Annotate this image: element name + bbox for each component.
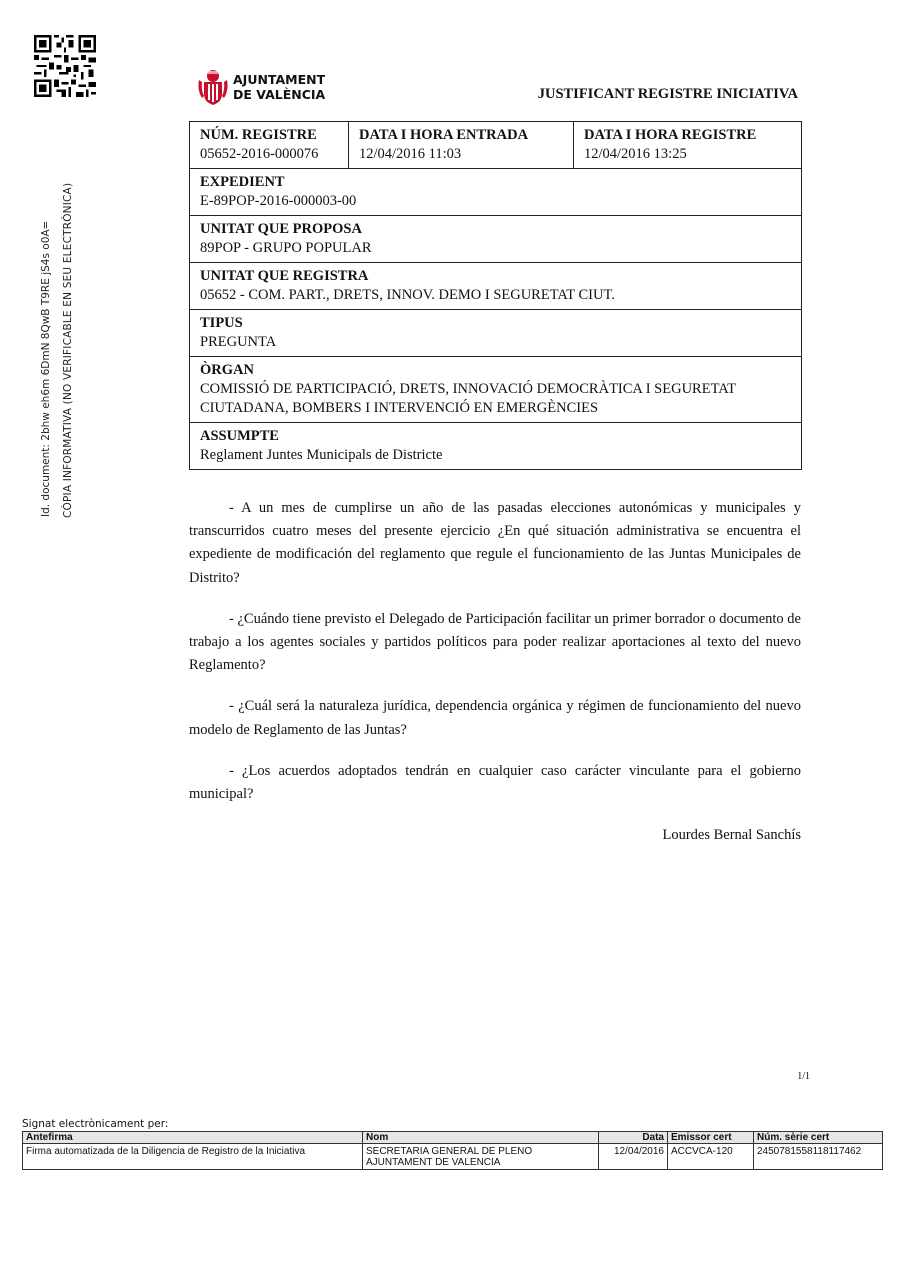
logo-line-1: AJUNTAMENT bbox=[233, 72, 326, 87]
ajuntament-logo bbox=[196, 68, 325, 106]
organ-value: COMISSIÓ DE PARTICIPACIÓ, DRETS, INNOVACIÓ DEMOCRÀTICA I SEGURETAT CIUTADANA, BOMBERS I INTERVENCIÓ EN EMERGÈNCIES bbox=[200, 381, 736, 416]
entry-date-label: DATA I HORA ENTRADA bbox=[359, 127, 529, 143]
page-number: 1/1 bbox=[797, 1071, 810, 1082]
unitat-registra-row bbox=[190, 262, 801, 309]
expedient-value: E-89POP-2016-000003-00 bbox=[200, 193, 357, 209]
assumpte-label: ASSUMPTE bbox=[200, 428, 279, 444]
num-registre-value: 05652-2016-000076 bbox=[200, 146, 319, 162]
unitat-registra-value: 05652 - COM. PART., DRETS, INNOV. DEMO I SEGURETAT CIUT. bbox=[200, 287, 615, 303]
unitat-proposa-row bbox=[190, 215, 801, 262]
nom-cell bbox=[363, 1144, 599, 1170]
tipus-row bbox=[190, 309, 801, 356]
city-crest-icon bbox=[196, 68, 230, 106]
unitat-proposa-label: UNITAT QUE PROPOSA bbox=[200, 221, 362, 237]
col-header-emissor: Emissor cert bbox=[668, 1132, 754, 1144]
signed-by-label: Signat electrònicament per: bbox=[22, 1118, 169, 1130]
expedient-row bbox=[190, 168, 801, 215]
unitat-registra-label: UNITAT QUE REGISTRA bbox=[200, 268, 369, 284]
col-header-data: Data bbox=[599, 1132, 668, 1144]
registry-header-row bbox=[190, 122, 801, 168]
informative-copy-text: CÒPIA INFORMATIVA (NO VERIFICABLE EN SEU ELECTRÒNICA) bbox=[62, 182, 74, 518]
nom-line-1: SECRETARIA GENERAL DE PLENO bbox=[366, 1146, 533, 1157]
emissor-cell: ACCVCA-120 bbox=[668, 1144, 754, 1170]
question-paragraph-1: - A un mes de cumplirse un año de las pasadas elecciones autonómicas y municipales y transcurridos cuatro meses del presente ejercicio ¿En qué situación administrativa se encuentra el expediente de modificación del reglamento que regule el funcionamiento de las Juntas Municipales de Distrito? bbox=[189, 500, 801, 586]
register-date-label: DATA I HORA REGISTRE bbox=[584, 127, 757, 143]
register-date-cell bbox=[573, 122, 801, 168]
logo-wordmark bbox=[233, 72, 325, 102]
signature-table bbox=[22, 1131, 883, 1170]
col-header-nom: Nom bbox=[363, 1132, 599, 1144]
num-registre-cell bbox=[190, 122, 348, 168]
assumpte-row bbox=[190, 422, 801, 469]
registry-table bbox=[189, 121, 802, 470]
entry-date-cell bbox=[348, 122, 573, 168]
register-date-value: 12/04/2016 13:25 bbox=[584, 146, 687, 162]
tipus-label: TIPUS bbox=[200, 315, 243, 331]
question-paragraph-2: - ¿Cuándo tiene previsto el Delegado de Participación facilitar un primer borrador o documento de trabajo a los agentes sociales y partidos políticos para poder realizar aportaciones al texto del nuevo Reglamento? bbox=[189, 610, 801, 674]
assumpte-value: Reglament Juntes Municipals de Districte bbox=[200, 447, 443, 463]
question-body bbox=[189, 497, 801, 847]
serie-cell: 2450781558118117462 bbox=[754, 1144, 883, 1170]
signature-name: Lourdes Bernal Sanchís bbox=[662, 827, 801, 844]
table-row bbox=[23, 1144, 883, 1170]
num-registre-label: NÚM. REGISTRE bbox=[200, 127, 317, 143]
unitat-proposa-value: 89POP - GRUPO POPULAR bbox=[200, 240, 372, 256]
nom-line-2: AJUNTAMENT DE VALENCIA bbox=[366, 1157, 501, 1168]
expedient-label: EXPEDIENT bbox=[200, 174, 285, 190]
tipus-value: PREGUNTA bbox=[200, 334, 277, 350]
document-id-text: Id. document: 2bhw eh6m 6DmN 8QwB T9RE jS4s o0A= bbox=[40, 220, 52, 517]
entry-date-value: 12/04/2016 11:03 bbox=[359, 146, 462, 162]
logo-line-2: DE VALÈNCIA bbox=[233, 87, 326, 102]
antefirma-cell: Firma automatizada de la Diligencia de Registro de la Iniciativa bbox=[23, 1144, 363, 1170]
qr-code-icon bbox=[34, 35, 96, 97]
col-header-antefirma: Antefirma bbox=[23, 1132, 363, 1144]
organ-row bbox=[190, 356, 801, 422]
signature-table-header bbox=[23, 1132, 883, 1144]
question-paragraph-3: - ¿Cuál será la naturaleza jurídica, dependencia orgánica y régimen de funcionamiento del nuevo modelo de Reglamento de las Juntas? bbox=[189, 698, 801, 738]
document-title: JUSTIFICANT REGISTRE INICIATIVA bbox=[537, 86, 798, 102]
col-header-serie: Núm. sèrie cert bbox=[754, 1132, 883, 1144]
question-paragraph-4: - ¿Los acuerdos adoptados tendrán en cualquier caso carácter vinculante para el gobierno municipal? bbox=[189, 762, 801, 803]
data-cell: 12/04/2016 bbox=[599, 1144, 668, 1170]
organ-label: ÒRGAN bbox=[200, 362, 254, 378]
